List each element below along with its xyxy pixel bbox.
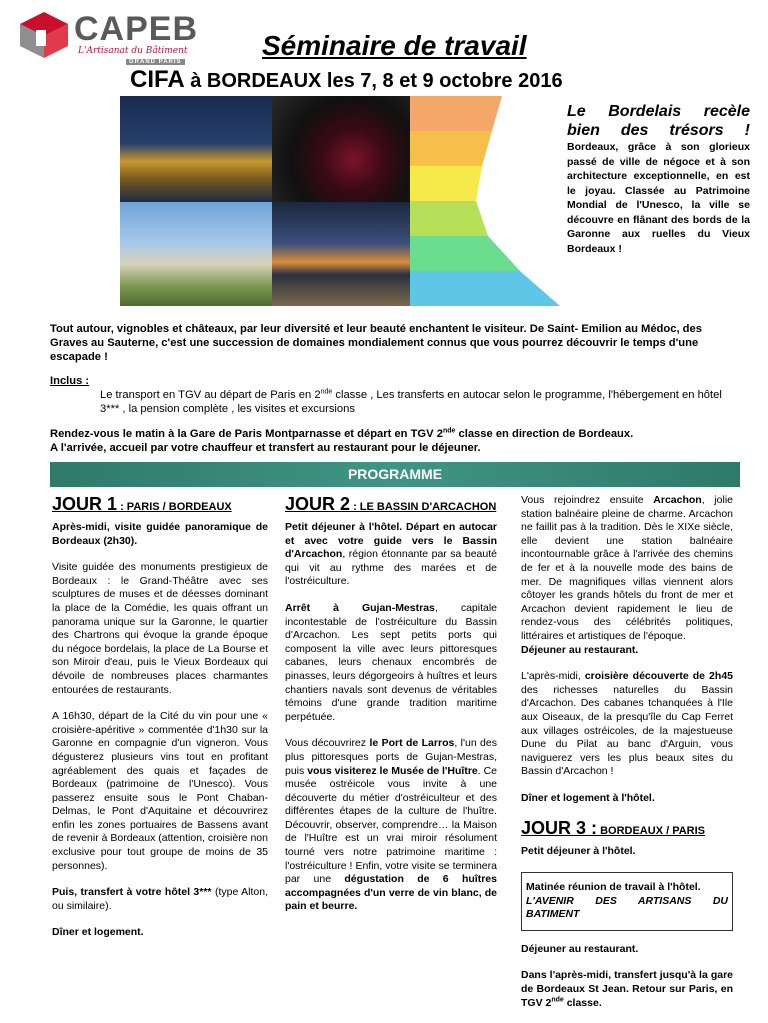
color-fan-graphic bbox=[410, 96, 570, 306]
jour1-heading: JOUR 1 : PARIS / BORDEAUX bbox=[52, 494, 232, 514]
jour1-p3: A 16h30, départ de la Cité du vin pour une « croisière-apéritive » commentée d'1h30 sur la Garonne en compagnie d'un vigneron. Vous dégusterez plusieurs vins tout en profitant agréablement des quais et façades de Bordeaux (patrimoine de l'Unesco). Vous passerez ensuite sous le Pont Chaban-Delmas, le Pont d'Aquitaine et découvrirez enfin les zones portuaires de Bassens avant de revenir à Bordeaux (attention, croisière non exclusive pour tout groupe de moins de 35 personnes). bbox=[52, 710, 268, 872]
capeb-logo-icon bbox=[14, 10, 70, 60]
paragraph-rendez-vous: Rendez-vous le matin à la Gare de Paris Montparnasse et départ en TGV 2nde classe en direction de Bordeaux. A l'arrivée, accueil par votre chauffeur et transfert au restaurant pour le déjeuner. bbox=[50, 427, 634, 454]
jour2-heading: JOUR 2 : LE BASSIN D'ARCACHON bbox=[285, 494, 497, 514]
intro-text bbox=[567, 102, 750, 256]
page-title: Séminaire de travail bbox=[262, 30, 527, 61]
jour3-box-line2: L'AVENIR DES ARTISANS DU BATIMENT bbox=[526, 894, 728, 921]
column-jour1 bbox=[52, 494, 268, 953]
programme-banner: PROGRAMME bbox=[50, 462, 740, 487]
bordeaux-quays-photo bbox=[120, 202, 272, 306]
capeb-logo bbox=[14, 8, 204, 70]
column-jour2 bbox=[285, 494, 497, 927]
jour3-box-line1: Matinée réunion de travail à l'hôtel. bbox=[526, 881, 701, 894]
jour1-p2: Visite guidée des monuments prestigieux de Bordeaux : le Grand-Théâtre avec ses sculptures de muses et de déesses dominant la place de la Comédie, les quais offrant un panorama unique sur la Garonne, le quartier des Chartrons qui évoque la grande époque du négoce bordelais, la place de La Bourse et son Miroir d'eau, puis le Vieux Bordeaux qui dévoile de nombreuses places charmantes entourées de restaurants. bbox=[52, 561, 268, 696]
jour2-cont-p3: Dîner et logement à l'hôtel. bbox=[521, 791, 655, 804]
jour1-p1: Après-midi, visite guidée panoramique de Bordeaux (2h30). bbox=[52, 521, 268, 547]
jour2-p3: Vous découvrirez le Port de Larros, l'un des plus pittoresques ports de Gujan-Mestras, puis vous visiterez le Musée de l'Huître. Ce musée ostréicole vous invite à une découverte du métier d'ostréiculteur et des différentes étapes de la culture de l'huître. Découvrir, observer, comprendre… la Maison de l'Huître est un vrai miroir résolument tourné vers notre patrimoine maritime : l'ostréiculture ! Enfin, votre visite se terminera par une dégustation de 6 huîtres accompagnées d'un verre de vin blanc, de pain et beurre. bbox=[285, 737, 498, 913]
jour2-p1: Petit déjeuner à l'hôtel. Départ en autocar et avec votre guide vers le Bassin d'Arcachon, région étonnante par sa beauté qui vit au rythme des marées et de l'ostréiculture. bbox=[285, 521, 497, 588]
jour3-p2: Déjeuner au restaurant. bbox=[521, 942, 639, 955]
jour3-heading: JOUR 3 : BORDEAUX / PARIS bbox=[521, 818, 706, 839]
jour1-p4: Puis, transfert à votre hôtel 3*** (type Alton, ou similaire). bbox=[52, 886, 269, 912]
column-jour3 bbox=[521, 494, 733, 1023]
intro-body: Bordeaux, grâce à son glorieux passé de ville de négoce et à son architecture exceptionnelle, en est le joyau. Classée au Patrimoine Mondial de l'Unesco, la ville se découvre en flânant des bords de la Garonne aux ruelles du Vieux Bordeaux ! bbox=[567, 141, 750, 255]
jour3-p3: Dans l'après-midi, transfert jusqu'à la gare de Bordeaux St Jean. Retour sur Paris, en TGV 2nde classe. bbox=[521, 969, 733, 1009]
logo-tagline: L'Artisanat du Bâtiment bbox=[78, 46, 188, 56]
jour1-p5: Dîner et logement. bbox=[52, 926, 144, 939]
page-subtitle bbox=[130, 66, 563, 94]
jour3-meeting-box bbox=[521, 872, 733, 931]
jour2-cont-p2: L'après-midi, croisière découverte de 2h45 des richesses naturelles du Bassin d'Arcachon. Des cabanes tchanquées à l'Ile aux Oiseaux, de la presqu'île du Cap Ferret aux villages ostréicoles, de la majestueuse Dune du Pilat au banc d'Arguin, vous naviguerez vers les plus beaux sites du Bassin d'Arcachon ! bbox=[521, 670, 733, 778]
inclus-label: Inclus : bbox=[50, 375, 90, 387]
bordeaux-place-bourse-photo bbox=[120, 96, 272, 202]
jour2-p2: Arrêt à Gujan-Mestras, capitale incontestable de l'ostréiculture du Bassin d'Arcachon. Les sept petits ports qui composent la ville avec leurs pittoresques cabanes, leurs chenaux encombrés de pinasses, leurs dégorgeoirs à huîtres et leurs chantiers navals sont devenus de véritables témoins d'une grande tradition maritime perpétuée. bbox=[285, 601, 498, 723]
jour3-p1: Petit déjeuner à l'hôtel. bbox=[521, 845, 636, 858]
logo-name: CAPEB bbox=[74, 10, 199, 48]
logo-region: GRAND PARIS bbox=[126, 59, 185, 65]
pont-de-pierre-photo bbox=[272, 202, 420, 306]
jour2-cont-p1: Vous rejoindrez ensuite Arcachon, jolie station balnéaire pleine de charme. Arcachon ne faillit pas à la tradition. Dès le XIXe siècle, elle devient une station balnéaire incontournable grâce à l'arrivée des chemins de fer et à la nouvelle mode des bains de mer. De magnifiques villas viennent alors côtoyer les grands hôtels du front de mer et Arcachon devient rapidement le lieu de rendez-vous des célébrités politiques, littéraires et artistiques de l'époque. Déjeuner au restaurant. bbox=[521, 494, 733, 656]
paragraph-vignobles: Tout autour, vignobles et châteaux, par leur diversité et leur beauté enchantent le visiteur. De Saint- Emilion au Médoc, des Graves au Sauterne, c'est une succession de domaines mondialement connus que vous pourrez découvrir le temps d'une escapade ! bbox=[50, 323, 702, 363]
subtitle-rest: à BORDEAUX les 7, 8 et 9 octobre 2016 bbox=[190, 70, 563, 92]
photo-collage bbox=[120, 96, 420, 306]
wine-glass-photo bbox=[272, 96, 420, 202]
intro-lead: Le Bordelais recèle bien des trésors ! bbox=[567, 103, 750, 139]
inclus-text: Le transport en TGV au départ de Paris en 2nde classe , Les transferts en autocar selon le programme, l'hébergement en hôtel 3*** , la pension complète , les visites et excursions bbox=[100, 388, 722, 415]
subtitle-main: CIFA bbox=[130, 66, 185, 93]
